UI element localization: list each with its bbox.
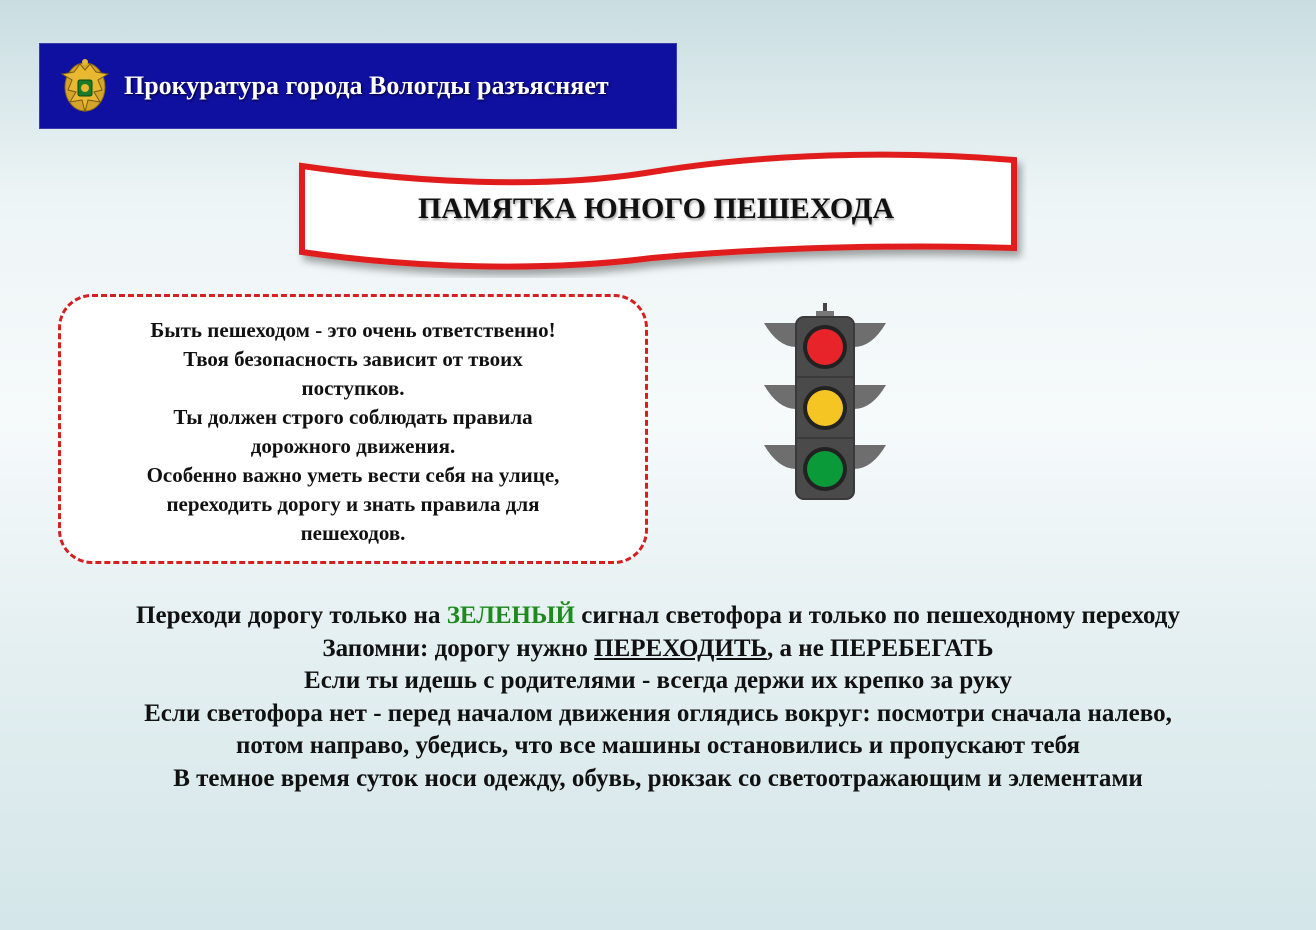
memo-line: Ты должен строго соблюдать правила <box>173 405 533 429</box>
rule-line-2-end: , а не ПЕРЕБЕГАТЬ <box>767 634 994 662</box>
rule-line-1 <box>20 600 1296 633</box>
memo-line: поступков. <box>301 376 405 400</box>
rule-line-3: Если ты идешь с родителями - всегда держи их крепко за руку <box>304 667 1012 694</box>
rule-line-2-start: Запомни: дорогу нужно <box>322 634 595 662</box>
header-banner <box>39 43 677 129</box>
rule-line-1-start: Переходи дорогу только на <box>136 602 447 629</box>
rule-line-6: В темное время суток носи одежду, обувь, рюкзак со светоотражающим и элементами <box>173 764 1143 792</box>
rule-line-4: Если светофора нет - перед началом движения оглядись вокруг: посмотри сначала налево, <box>144 699 1172 727</box>
cross-word: ПЕРЕХОДИТЬ <box>594 634 768 662</box>
ribbon-title: ПАМЯТКА ЮНОГО ПЕШЕХОДА <box>417 192 895 225</box>
header-title: Прокуратура города Вологды разъясняет <box>124 71 609 100</box>
memo-line: Особенно важно уметь вести себя на улице, <box>146 463 560 487</box>
rule-line-5: потом направо, убедись, что все машины остановились и пропускают тебя <box>235 732 1081 759</box>
rule-line-1-end: сигнал светофора и только по пешеходному переходу <box>575 602 1180 629</box>
memo-line: пешеходов. <box>300 521 406 545</box>
traffic-light-icon <box>760 303 890 503</box>
memo-line: дорожного движения. <box>250 434 456 458</box>
memo-text <box>78 316 628 548</box>
rules-text <box>20 600 1296 795</box>
rule-line-2 <box>20 633 1296 666</box>
prosecutor-emblem-icon <box>56 56 114 116</box>
memo-line: Быть пешеходом - это очень ответственно! <box>150 318 556 342</box>
memo-line: Твоя безопасность зависит от твоих <box>183 347 523 371</box>
green-signal-word: ЗЕЛЕНЫЙ <box>446 602 575 629</box>
memo-line: переходить дорогу и знать правила для <box>166 492 540 516</box>
